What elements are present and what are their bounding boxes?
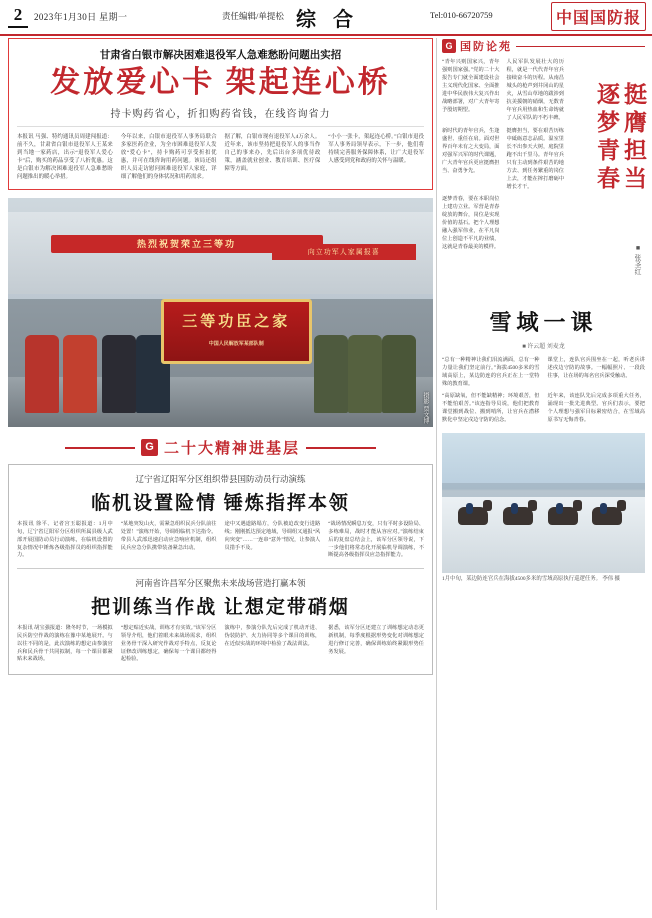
snow-patrol-photo bbox=[442, 433, 645, 573]
horse-1 bbox=[458, 507, 488, 525]
lead-main-headline: 发放爱心卡 架起连心桥 bbox=[50, 66, 391, 99]
article-b-col-2: “想定贴近实战，训练才有实效。”该军分区领导介绍，他们着眼未来战场需求，组织业务骨干深入研究作战对手特点，反复论证修改训练想定，确保每一个课目都经得起检验。 bbox=[120, 625, 217, 663]
article-a-col-2: “某地突发山火，需紧急组织民兵分队前往处置！”演练开始，导调组临机下达指令。带县人武部迅速启动应急响应机制，组织民兵应急分队携带装备紧急出动。 bbox=[120, 521, 217, 551]
column-divider bbox=[436, 38, 437, 910]
xueyu-col-3: “高原缺氧，但不能缺精神；环境艰苦，但不能怕艰苦。”该连指导员说，他们把教育课堂搬到战位、搬到哨所，让官兵在潜移默化中坚定戍边守防的信念。 bbox=[442, 393, 540, 424]
left-column bbox=[8, 38, 433, 675]
forum-col-1: “青年兴则国家兴，青年强则国家强。”党的二十大报告专门就全面建设社会主义现代化国家、全面推进中华民族伟大复兴作出战略部署，对广大青年寄予殷切期望。 bbox=[442, 59, 500, 114]
lead-sub-headline: 持卡购药省心，折扣购药省钱，在线咨询省力 bbox=[110, 108, 331, 120]
section-bar-right bbox=[306, 447, 376, 449]
photo-plaque-subtext: 中国人民解放军某部队制 bbox=[208, 341, 264, 347]
article-b-shoulder: 河南省许昌军分区聚焦未来战场营造打赢本领 bbox=[135, 578, 306, 589]
photo-person-2 bbox=[63, 335, 97, 413]
article-divider bbox=[17, 568, 424, 569]
photo-plaque bbox=[161, 299, 312, 365]
lead-col-4: “小小一张卡，架起连心桥。”白银市退役军人事务局领导表示，下一步，他们将持续完善服务保障体系，让广大退役军人感受到党和政府的关怀与温暖。 bbox=[328, 133, 424, 164]
forum-col-2: 人民军队发展壮大的历程，就是一代代青年官兵接续奋斗的历程。从南昌城头的枪声到井冈山的星火，从雪山草地的跋涉到抗美援朝的硝烟，无数青年官兵用热血和生命铸就了人民军队的不朽丰碑。 bbox=[506, 59, 564, 122]
main-photo bbox=[8, 198, 433, 427]
guofang-logo-icon: G bbox=[141, 439, 158, 456]
forum-col-3: 新时代的青年官兵，生逢盛世、重任在肩。面对世界百年未有之大变局，面对强军兴军的时代课题，广大青年官兵更应挺膺担当、奋勇争先。 bbox=[442, 127, 500, 174]
forum-logo-icon: G bbox=[442, 39, 456, 53]
forum-section-bar bbox=[516, 46, 645, 47]
forum-vertical-title bbox=[567, 82, 645, 317]
masthead bbox=[0, 0, 652, 36]
right-column bbox=[442, 38, 645, 583]
forum-col-4: 挺膺担当，要在艰苦历练中砥砺意志品质。温室里长不出参天大树，庭院里跑不出千里马。青年官兵只有主动到条件艰苦的地方去、到任务繁重的岗位上去，才能在摔打磨砺中增长才干。 bbox=[506, 127, 564, 190]
rider-2 bbox=[511, 503, 518, 514]
article-b-col-1: 本报讯 胡宝强报道：隆冬时节，一场模拟民兵防空作战的演练在豫中某地展开。与以往不同的是，此次演练的想定由参演官兵和民兵骨干共同拟制，每一个课目都紧贴未来战场。 bbox=[17, 625, 113, 663]
rider-4 bbox=[600, 503, 607, 514]
xueyu-col-4: 近年来，该连队先后完成多项重大任务，涌现出一批先进典型。官兵们表示，要把个人理想与强军目标紧密结合，在雪域高原书写无悔青春。 bbox=[547, 393, 645, 424]
forum-col-5: 逐梦青春，要在本职岗位上建功立业。军营是青春绽放的舞台，岗位是实现价值的基石。把个人理想融入强军伟业，在平凡岗位上创造不平凡的业绩，这就是青春最美的模样。 bbox=[442, 196, 500, 251]
xueyu-col-2: 课堂上，连队官兵围坐在一起，听老兵讲述戍边守防的故事。一幅幅照片、一段段往事，让在场的每名官兵深受触动。 bbox=[547, 357, 645, 380]
photo-banner-right: 向立功军人家属报喜 bbox=[272, 244, 417, 260]
xueyu-col-1: “总有一种精神让我们泪流满面，总有一种力量让我们坚定前行。”海拔4500多米的雪域高原上，某边防连的官兵正在上一堂特殊的教育课。 bbox=[442, 357, 540, 388]
section-bar-left bbox=[65, 447, 135, 449]
article-a-title: 临机设置险情 锤炼指挥本领 bbox=[91, 493, 350, 515]
page-number: 2 bbox=[8, 4, 28, 28]
contact-phone: Tel:010-66720759 bbox=[430, 10, 493, 20]
xueyu-byline: ■ 许云超 刘麦龙 bbox=[522, 344, 565, 350]
forum-article bbox=[442, 58, 645, 294]
article-a-col-1: 本报讯 徐平、记者宫玉聪报道：1月中旬，辽宁省辽阳军分区组织所属县级人武部开展国防动员行动演练，在临机设置的复杂情况中锤炼各级指挥员的组织指挥能力。 bbox=[17, 521, 113, 559]
article-a-shoulder: 辽宁省辽阳军分区组织带县国防动员行动演练 bbox=[135, 474, 306, 485]
forum-section-title: 国防论苑 bbox=[460, 41, 512, 53]
article-b-title: 把训练当作战 让想定带硝烟 bbox=[91, 597, 350, 619]
photo-person-6 bbox=[348, 335, 382, 413]
article-a-col-3: 途中又遇道路塌方，分队被迫改变行进路线；刚刚抵达预定地域，导调组又通报“风向突变”……一连串“意外”情况，让参演人员措手不及。 bbox=[224, 521, 321, 551]
xueyu-title: 雪域一课 bbox=[489, 310, 598, 335]
section-header-title: 二十大精神进基层 bbox=[163, 441, 300, 458]
rider-1 bbox=[466, 503, 473, 514]
lead-rule bbox=[17, 126, 424, 127]
editor-credit: 责任编辑/单提松 bbox=[222, 11, 284, 21]
horse-4 bbox=[592, 507, 622, 525]
section-title: 综 合 bbox=[296, 9, 359, 31]
newspaper-brand: 中国国防报 bbox=[551, 2, 646, 31]
photo-plaque-text: 三等功臣之家 bbox=[182, 313, 291, 330]
photo-banner-top: 热烈祝贺荣立三等功 bbox=[51, 235, 323, 253]
photo-person-3 bbox=[102, 335, 136, 413]
rider-3 bbox=[556, 503, 563, 514]
lead-col-3: 据了解，白银市现有退役军人4万余人。近年来，该市坚持把退役军人的事当作自己的事来办，先后出台多项优待政策，涵盖就业创业、教育培训、医疗保障等方面。 bbox=[224, 133, 321, 172]
photo-person-1 bbox=[25, 335, 59, 413]
lead-col-2: 今年以来，白银市退役军人事务局联合多家医药企业，为全市困难退役军人发放“爱心卡”，持卡购药可享受折扣优惠，并可在线咨询用药问题。该局还组织人员走访慰问困难退役军人家庭，详细了解他们的身体状况和用药需求。 bbox=[120, 133, 217, 181]
mountain-ridge bbox=[442, 483, 645, 497]
photo-person-7 bbox=[382, 335, 416, 413]
photo-credit: 摄影 贾文博 bbox=[422, 391, 428, 424]
article-b-col-4: 据悉，该军分区还建立了训练想定动态更新机制，每季度根据形势变化对训练想定进行修订完善，确保训练始终紧跟形势任务发展。 bbox=[328, 625, 424, 655]
lead-shoulder-headline: 甘肃省白银市解决困难退役军人急难愁盼问题出实招 bbox=[99, 50, 342, 61]
forum-col-6 bbox=[507, 195, 565, 251]
photo-person-5 bbox=[314, 335, 348, 413]
section-header-20th bbox=[8, 437, 433, 458]
lead-col-1: 本报讯 马强、特约通讯员周建闯报道：前不久，甘肃省白银市退役军人王某来到当地一家药店，出示“退役军人爱心卡”后，购买的药品享受了八折优惠。这是白银市为解决困难退役军人急难愁盼问题推出的暖心举措。 bbox=[17, 133, 113, 181]
article-block bbox=[8, 464, 433, 675]
article-b-col-3: 演练中，参演分队先后完成了机动开进、伪装防护、火力协同等多个课目的训练，在近似实战的环境中检验了战法训法。 bbox=[224, 625, 321, 647]
forum-vertical-line-1: 挺膺担当 bbox=[621, 82, 646, 194]
forum-author: ■ 张圣红 bbox=[634, 244, 642, 275]
forum-vertical-line-2: 逐梦青春 bbox=[594, 82, 619, 194]
lead-article bbox=[8, 38, 433, 190]
forum-section-header bbox=[442, 38, 645, 54]
snow-photo-caption: 1月中旬，某边防连官兵在海拔4500多米的雪域高原执行巡逻任务。 李伟 摄 bbox=[442, 575, 620, 582]
article-a-col-4: “战场情况瞬息万变，只有平时多设险局、多练难局，战时才能从容应对。”演练结束后的复盘总结会上，该军分区领导说，下一步他们将常态化开展临机导调演练，不断提高各级指挥员应急指挥能力。 bbox=[328, 521, 424, 559]
publication-date: 2023年1月30日 星期一 bbox=[34, 12, 128, 22]
